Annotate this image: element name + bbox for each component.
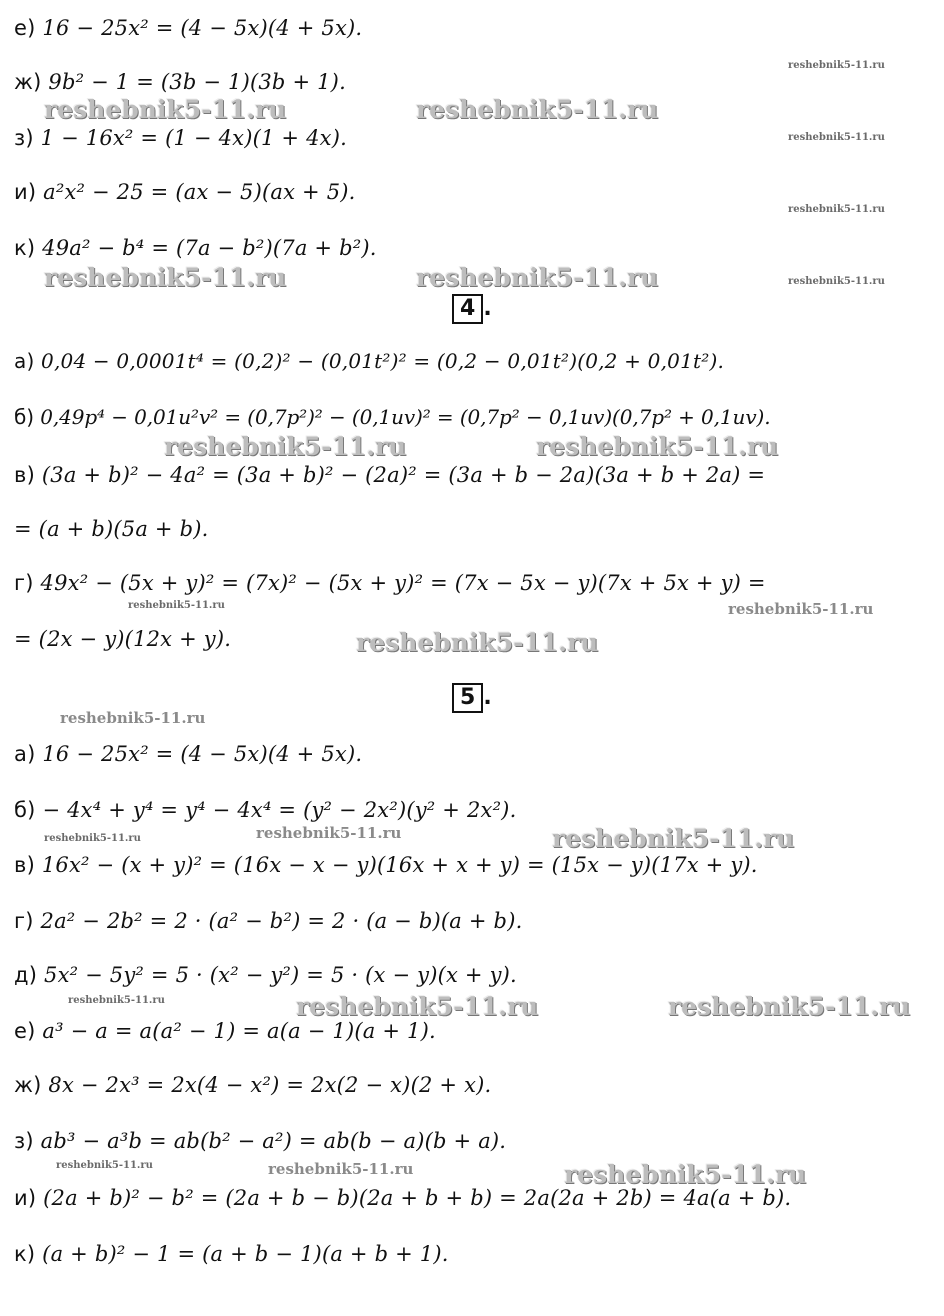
- watermark: reshebnik5-11.ru: [56, 1160, 153, 1171]
- section-number-box: 5: [452, 683, 483, 713]
- formula-line: к) 49a² − b⁴ = (7a − b²)(7a + b²).: [14, 236, 377, 260]
- watermark: reshebnik5-11.ru: [60, 709, 206, 727]
- watermark: reshebnik5-11.ru: [552, 824, 795, 853]
- formula-line: а) 16 − 25x² = (4 − 5x)(4 + 5x).: [14, 742, 363, 766]
- watermark: reshebnik5-11.ru: [256, 824, 402, 842]
- watermark: reshebnik5-11.ru: [356, 628, 599, 657]
- formula-line: = (a + b)(5a + b).: [14, 517, 209, 541]
- section-header-4: 4 .: [452, 294, 492, 324]
- formula-line: д) 5x² − 5y² = 5 · (x² − y²) = 5 · (x − y)(x + y).: [14, 963, 517, 987]
- formula-line: б) − 4x⁴ + y⁴ = y⁴ − 4x⁴ = (y² − 2x²)(y² + 2x²).: [14, 798, 517, 822]
- section-header-5: 5 .: [452, 683, 492, 713]
- formula-line: и) a²x² − 25 = (ax − 5)(ax + 5).: [14, 180, 356, 204]
- formula-line: б) 0,49p⁴ − 0,01u²v² = (0,7p²)² − (0,1uv)² = (0,7p² − 0,1uv)(0,7p² + 0,1uv).: [14, 405, 771, 429]
- formula-line: г) 49x² − (5x + y)² = (7x)² − (5x + y)² = (7x − 5x − y)(7x + 5x + y) =: [14, 571, 766, 595]
- watermark: reshebnik5-11.ru: [164, 432, 407, 461]
- formula-line: в) (3a + b)² − 4a² = (3a + b)² − (2a)² = (3a + b − 2a)(3a + b + 2a) =: [14, 463, 766, 487]
- watermark: reshebnik5-11.ru: [44, 263, 287, 292]
- watermark: reshebnik5-11.ru: [668, 992, 911, 1021]
- formula-line: е) a³ − a = a(a² − 1) = a(a − 1)(a + 1).: [14, 1019, 436, 1043]
- watermark: reshebnik5-11.ru: [788, 60, 885, 71]
- formula-line: ж) 9b² − 1 = (3b − 1)(3b + 1).: [14, 70, 346, 94]
- section-number-box: 4: [452, 294, 483, 324]
- watermark: reshebnik5-11.ru: [44, 833, 141, 844]
- watermark: reshebnik5-11.ru: [416, 95, 659, 124]
- formula-line: ж) 8x − 2x³ = 2x(4 − x²) = 2x(2 − x)(2 + x).: [14, 1073, 492, 1097]
- watermark: reshebnik5-11.ru: [788, 204, 885, 215]
- formula-line: е) 16 − 25x² = (4 − 5x)(4 + 5x).: [14, 16, 363, 40]
- watermark: reshebnik5-11.ru: [44, 95, 287, 124]
- formula-line: з) 1 − 16x² = (1 − 4x)(1 + 4x).: [14, 126, 347, 150]
- watermark: reshebnik5-11.ru: [788, 132, 885, 143]
- formula-line: а) 0,04 − 0,0001t⁴ = (0,2)² − (0,01t²)² = (0,2 − 0,01t²)(0,2 + 0,01t²).: [14, 349, 725, 373]
- watermark: reshebnik5-11.ru: [416, 263, 659, 292]
- watermark: reshebnik5-11.ru: [68, 995, 165, 1006]
- watermark: reshebnik5-11.ru: [296, 992, 539, 1021]
- watermark: reshebnik5-11.ru: [128, 600, 225, 611]
- watermark: reshebnik5-11.ru: [564, 1160, 807, 1189]
- watermark: reshebnik5-11.ru: [728, 600, 874, 618]
- formula-line: г) 2a² − 2b² = 2 · (a² − b²) = 2 · (a − b)(a + b).: [14, 909, 523, 933]
- formula-line: к) (a + b)² − 1 = (a + b − 1)(a + b + 1).: [14, 1242, 449, 1266]
- watermark: reshebnik5-11.ru: [268, 1160, 414, 1178]
- formula-line: з) ab³ − a³b = ab(b² − a²) = ab(b − a)(b + a).: [14, 1129, 507, 1153]
- formula-line: = (2x − y)(12x + y).: [14, 627, 232, 651]
- watermark: reshebnik5-11.ru: [788, 276, 885, 287]
- formula-line: и) (2a + b)² − b² = (2a + b − b)(2a + b + b) = 2a(2a + 2b) = 4a(a + b).: [14, 1186, 792, 1210]
- watermark: reshebnik5-11.ru: [536, 432, 779, 461]
- formula-line: в) 16x² − (x + y)² = (16x − x − y)(16x + x + y) = (15x − y)(17x + y).: [14, 853, 758, 877]
